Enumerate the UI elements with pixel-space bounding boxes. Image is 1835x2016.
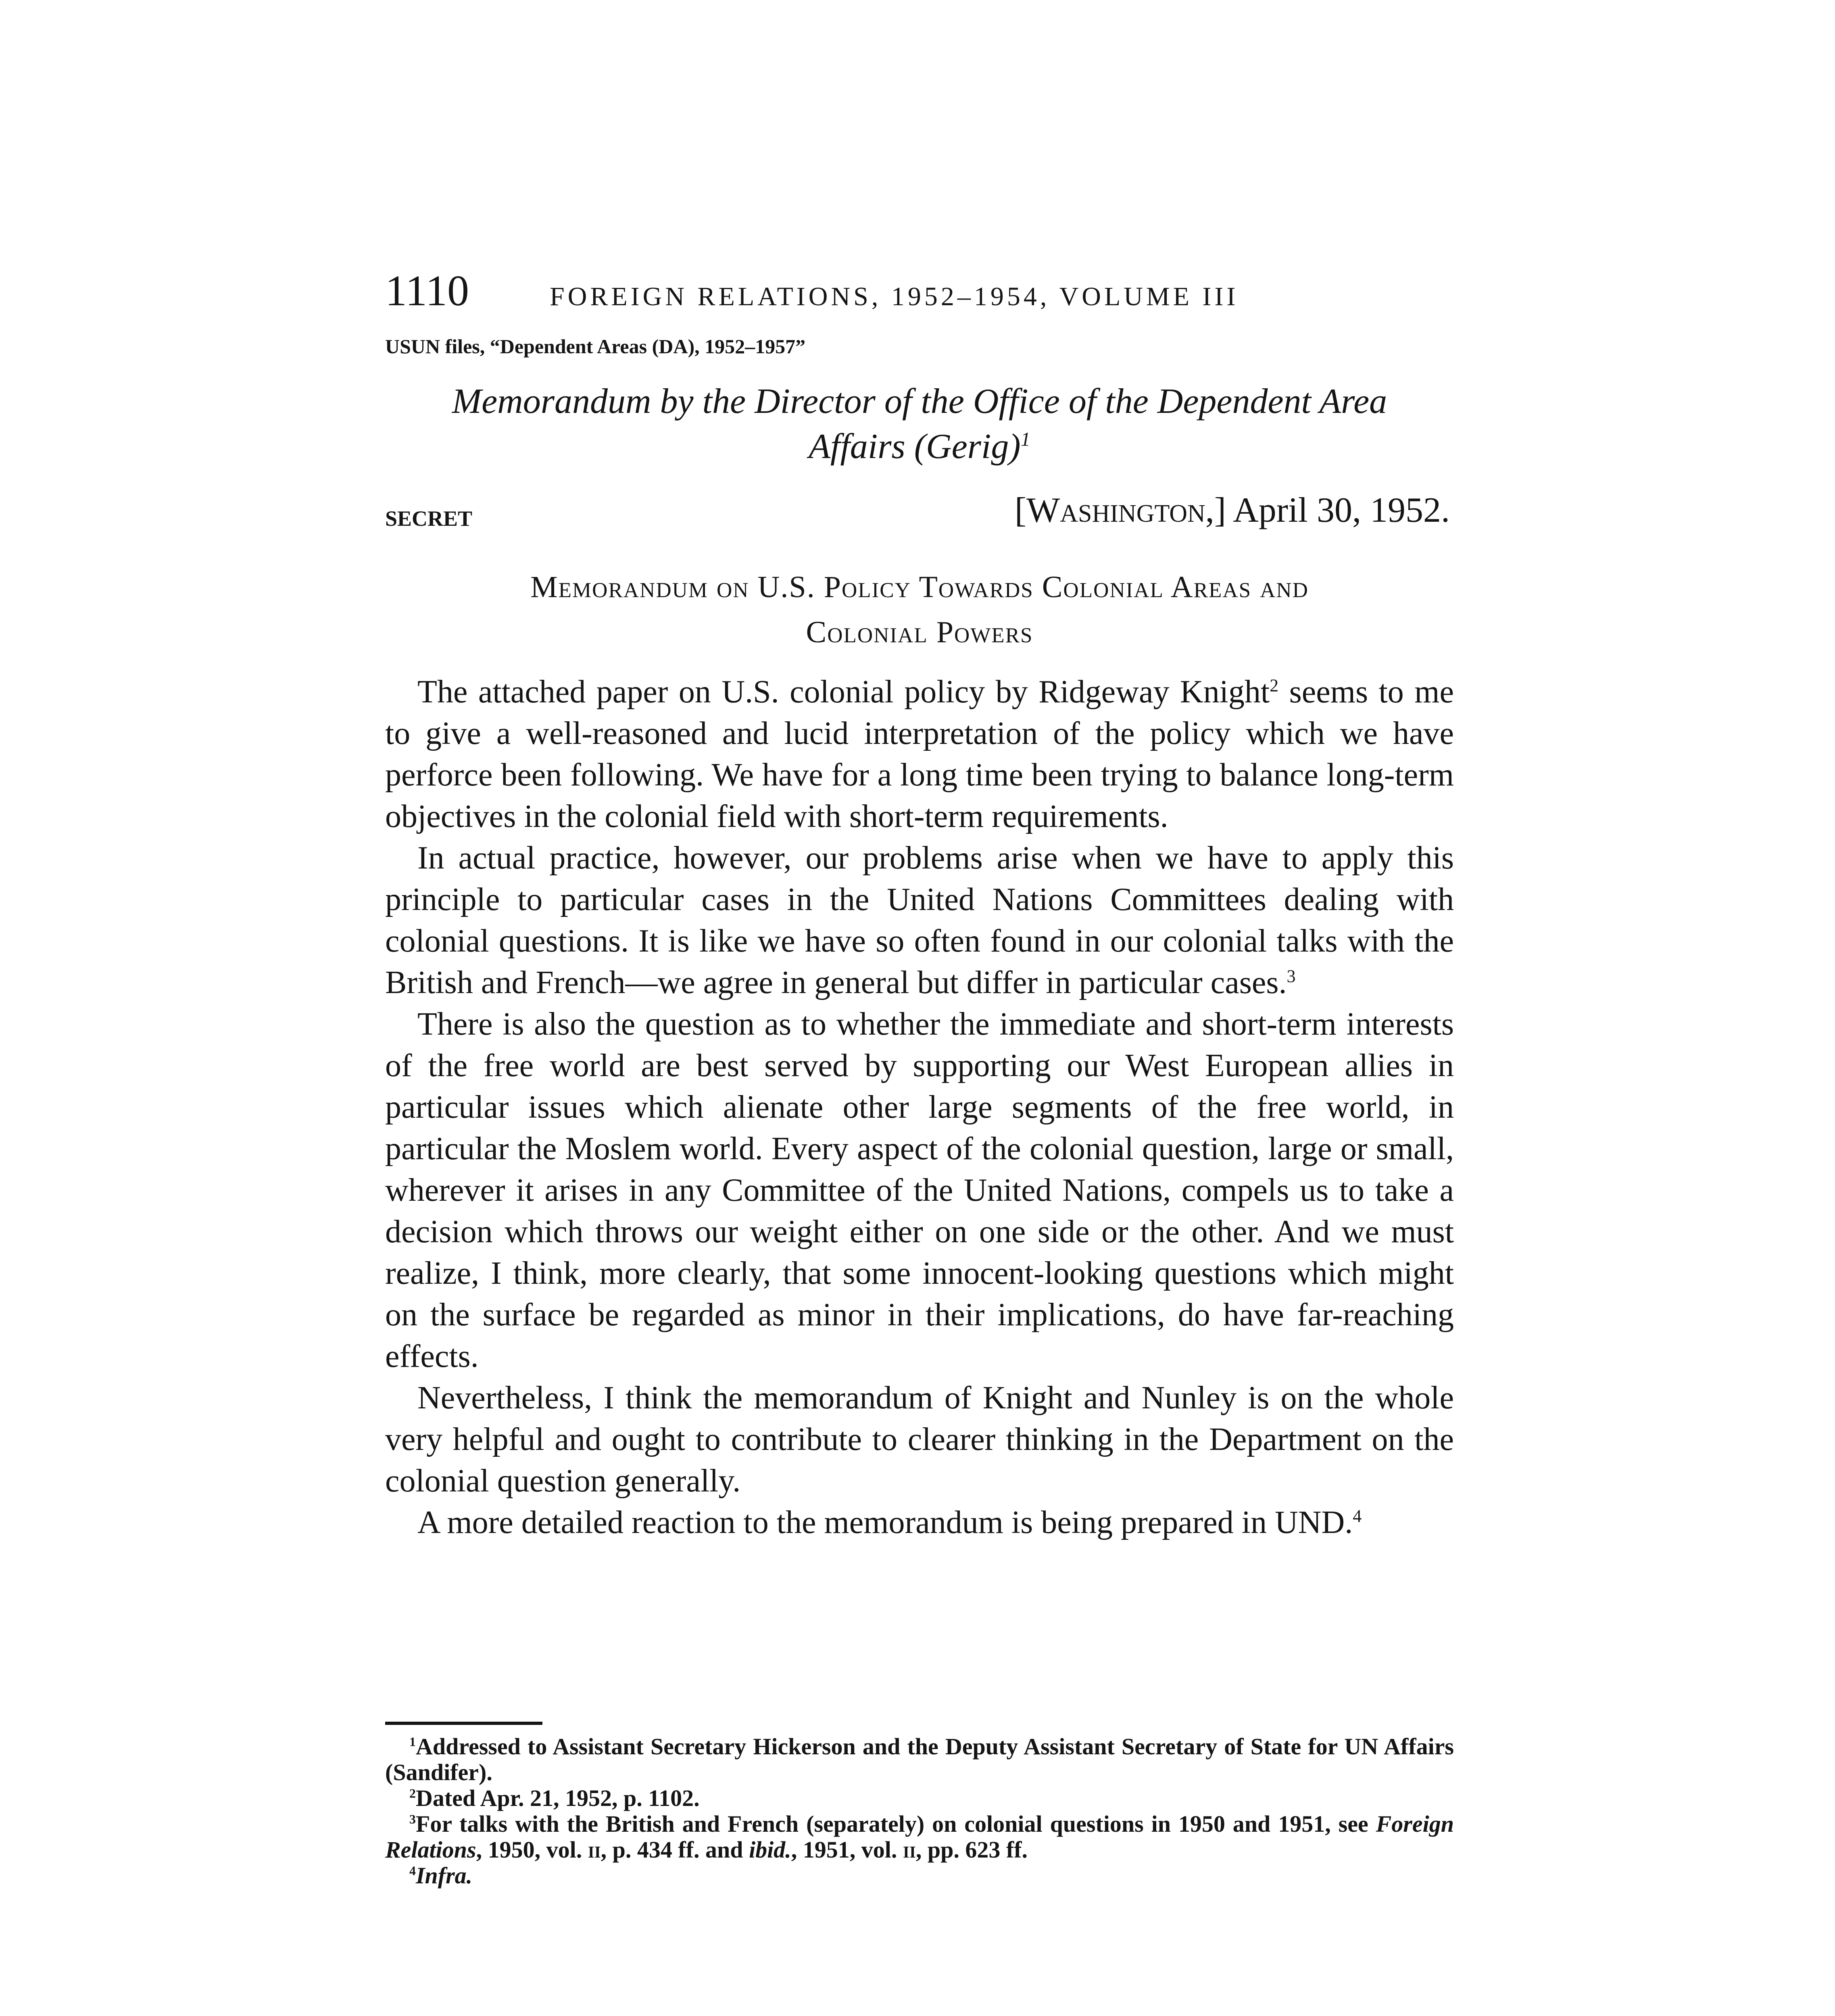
footnote-3-part-c: , p. 434 ff. and xyxy=(601,1837,749,1863)
paragraph-1-lead: The attached paper on U.S. colonial policy by Ridgeway Knight xyxy=(417,674,1270,710)
paragraph-2-text: In actual practice, however, our problems arise when we have to apply this principle to particular cases in the United Nations Committees dealing with colonial questions. It is like we have so often found in our colonial talks with the British and French—we agree in general but differ in particular cases. xyxy=(385,840,1454,1000)
footnote-ref-4: 4 xyxy=(1353,1506,1362,1526)
paragraph-4: Nevertheless, I think the memorandum of Knight and Nunley is on the whole very helpful and ought to contribute to clearer thinking in the Department on the colonial question generally. xyxy=(385,1380,1454,1499)
footnote-4 xyxy=(385,1863,1454,1889)
paragraph-2 xyxy=(385,837,1454,1004)
footnote-1-text: Addressed to Assistant Secretary Hickerson and the Deputy Assistant Secretary of State for UN Affairs (Sandifer). xyxy=(385,1733,1454,1785)
footnote-ref-3: 3 xyxy=(1287,966,1296,986)
footnote-4-marker: 4 xyxy=(409,1864,416,1878)
paragraph-5-text: A more detailed reaction to the memorandum is being prepared in UND. xyxy=(417,1505,1353,1540)
document-title-line1: Memorandum by the Director of the Office of the Dependent Area xyxy=(452,382,1387,421)
footnote-3-title: Foreign Relations xyxy=(385,1811,1454,1863)
footnote-3-vol2: ii xyxy=(903,1837,916,1863)
footnote-2 xyxy=(385,1785,1454,1811)
page-number: 1110 xyxy=(385,267,469,315)
footnote-3-part-b: , 1950, vol. xyxy=(476,1837,588,1863)
footnote-3-part-e: , pp. 623 ff. xyxy=(915,1837,1028,1863)
document-title xyxy=(385,379,1454,469)
source-line: USUN files, “Dependent Areas (DA), 1952–1957” xyxy=(385,335,806,358)
paragraph-5 xyxy=(385,1502,1454,1543)
document-title-line2-text: Affairs (Gerig) xyxy=(809,427,1021,466)
paragraph-3: There is also the question as to whether the immediate and short-term interests of the free world are best served by supporting our West European allies in particular issues which alienate other large segments of the free world, in particular the Moslem world. Every aspect of the colonial question, large or small, wherever it arises in any Committee of the United Nations, compels us to take a decision which throws our weight either on one side or the other. And we must realize, I think, more clearly, that some innocent-looking questions which might on the surface be regarded as minor in their implications, do have far-reaching effects. xyxy=(385,1006,1454,1374)
footnote-1 xyxy=(385,1734,1454,1785)
title-footnote-marker: 1 xyxy=(1020,429,1030,450)
paragraph-1-rest: seems to me to give a well-reasoned and lucid interpretation of the policy which we have perforce been following. We have for a long time been trying to balance long-term objectives in the colonial field with short-term requirements. xyxy=(385,674,1454,834)
footnote-3-vol1: ii xyxy=(588,1837,601,1863)
dateline-place: [Washington,] xyxy=(1014,491,1226,530)
footnote-3 xyxy=(385,1811,1454,1863)
body-text xyxy=(385,671,1454,1543)
page-header xyxy=(385,266,1454,316)
footnote-3-part-d: , 1951, vol. xyxy=(791,1837,903,1863)
dateline xyxy=(1015,490,1450,531)
footnote-4-text: Infra. xyxy=(415,1862,473,1889)
running-title: FOREIGN RELATIONS, 1952–1954, VOLUME III xyxy=(549,282,1239,311)
footnote-3-marker: 3 xyxy=(409,1812,416,1826)
subject-line2: Colonial Powers xyxy=(806,615,1033,649)
footnote-2-marker: 2 xyxy=(409,1786,416,1801)
footnote-3-ibid: ibid. xyxy=(749,1837,791,1863)
footnotes xyxy=(385,1734,1454,1889)
classification-label: SECRET xyxy=(385,506,473,531)
subject-line1: Memorandum on U.S. Policy Towards Colonial Areas and xyxy=(530,570,1309,604)
footnote-divider xyxy=(385,1722,542,1725)
paragraph-1 xyxy=(385,671,1454,837)
document-title-line2 xyxy=(385,424,1454,469)
dateline-date: April 30, 1952. xyxy=(1233,491,1450,530)
footnote-1-marker: 1 xyxy=(409,1735,416,1749)
footnote-2-text: Dated Apr. 21, 1952, p. 1102. xyxy=(415,1785,700,1811)
footnote-ref-2: 2 xyxy=(1270,675,1279,696)
subject-heading xyxy=(385,564,1454,655)
footnote-3-part-a: For talks with the British and French (separately) on colonial questions in 1950 and 1951, see xyxy=(415,1811,1376,1837)
